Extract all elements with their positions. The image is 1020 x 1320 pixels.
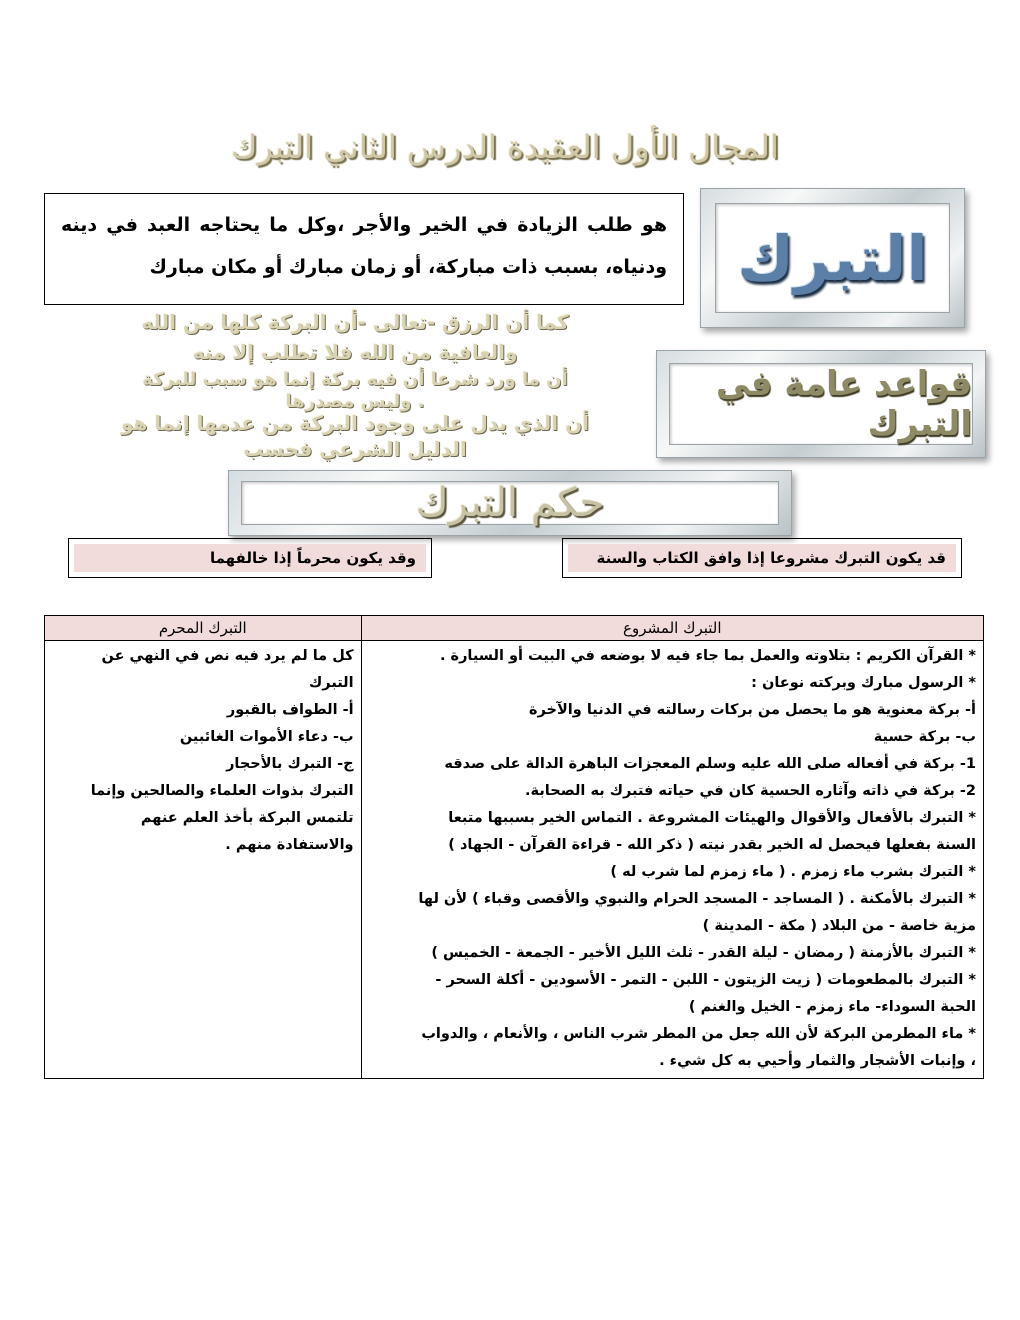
lawful-line: * القرآن الكريم : بتلاوته والعمل بما جاء فيه لا بوضعه في البيت أو السيارة . — [439, 648, 976, 664]
lawful-line: الحبة السوداء- ماء زمزم - الخيل والغنم ) — [688, 999, 976, 1015]
forbidden-line: التبرك — [309, 675, 354, 691]
lawful-line: * ماء المطرمن البركة لأن الله جعل من المطر شرب الناس ، والأنعام ، والدواب — [421, 1026, 976, 1042]
ruling-lawful-box — [562, 538, 962, 578]
lawful-line: * التبرك بالأمكنة . ( المساجد - المسجد الحرام والنبوي والأقصى وقباء ) لأن لها — [418, 891, 976, 907]
tabarruk-badge — [700, 188, 965, 328]
header-forbidden: التبرك المحرم — [45, 616, 362, 641]
forbidden-cell — [45, 641, 362, 1079]
lawful-line: ب- بركة حسية — [873, 729, 976, 745]
definition-box: هو طلب الزيادة في الخير والأجر ،وكل ما يحتاجه العبد في دينه ودنياه، بسبب ذات مباركة، أو زمان مبارك أو مكان مبارك — [44, 193, 684, 305]
embossed-line-3: أن ما ورد شرعا أن فيه بركة إنما هو سبب للبركة — [142, 369, 568, 390]
forbidden-line: كل ما لم يرد فيه نص في النهي عن — [101, 648, 354, 664]
lawful-line: أ- بركة معنوية هو ما يحصل من بركات رسالته في الدنيا والآخرة — [528, 702, 976, 718]
hukm-heading: حكم التبرك — [415, 480, 605, 526]
forbidden-line: ب- دعاء الأموات الغائبين — [179, 729, 354, 745]
lawful-line: 1- بركة في أفعاله صلى الله عليه وسلم المعجزات الباهرة الدالة على صدقه — [444, 756, 976, 772]
hukm-heading-inner — [241, 481, 779, 525]
embossed-line-1: كما أن الرزق -تعالى -أن البركة كلها من الله — [141, 310, 569, 334]
tabarruk-badge-inner — [715, 203, 950, 313]
tabarruk-table — [44, 615, 984, 1079]
forbidden-line: ج- التبرك بالأحجار — [226, 756, 354, 772]
ruling-forbidden-text: وقد يكون محرماً إذا خالفهما — [74, 544, 426, 572]
forbidden-line: تلتمس البركة بأخذ العلم عنهم — [140, 810, 354, 826]
lawful-line: * التبرك بشرب ماء زمزم . ( ماء زمزم لما شرب له ) — [610, 864, 976, 880]
lawful-line: مزية خاصة - من البلاد ( مكة - المدينة ) — [702, 918, 976, 934]
table-row — [45, 641, 984, 1079]
embossed-line-6: الدليل الشرعي فحسب — [243, 437, 467, 461]
lawful-line: * الرسول مبارك وبركته نوعان : — [751, 675, 976, 691]
ruling-forbidden-box — [68, 538, 432, 578]
page-title: المجال الأول العقيدة الدرس الثاني التبرك — [231, 128, 779, 166]
rules-heading-inner — [669, 363, 973, 445]
lawful-line: * التبرك بالأزمنة ( رمضان - ليلة القدر - ثلث الليل الأخير - الجمعة - الخميس ) — [431, 945, 976, 961]
tabarruk-badge-text: التبرك — [737, 221, 928, 295]
lawful-line: 2- بركة في ذاته وآثاره الحسية كان في حياته فتبرك به الصحابة. — [525, 783, 976, 799]
lawful-cell — [361, 641, 983, 1079]
rules-heading-frame — [656, 350, 986, 458]
lawful-line: * التبرك بالأفعال والأقوال والهيئات المشروعة . التماس الخير بسببها متبعا — [448, 810, 976, 826]
forbidden-line: والاستفادة منهم . — [225, 837, 354, 853]
lawful-line: السنة بفعلها فيحصل له الخير بقدر نيته ( ذكر الله - قراءة القرآن - الجهاد ) — [448, 837, 976, 853]
ruling-lawful-text: قد يكون التبرك مشروعا إذا وافق الكتاب والسنة — [568, 544, 956, 572]
header-lawful: التبرك المشروع — [361, 616, 983, 641]
forbidden-line: أ- الطواف بالقبور — [226, 702, 354, 718]
embossed-line-4: . وليس مصدرها — [285, 391, 425, 412]
lawful-line: ، وإنبات الأشجار والثمار وأحيي به كل شيء . — [659, 1053, 976, 1069]
table-header-row — [45, 616, 984, 641]
embossed-line-5: أن الذي يدل على وجود البركة من عدمها إنما هو — [120, 411, 590, 435]
hukm-heading-frame — [228, 470, 792, 536]
forbidden-line: التبرك بذوات العلماء والصالحين وإنما — [90, 783, 354, 799]
rules-heading: قواعد عامة في التبرك — [715, 364, 972, 444]
embossed-line-2: والعافية من الله فلا تطلب إلا منه — [192, 340, 518, 364]
lawful-line: * التبرك بالمطعومات ( زيت الزيتون - اللبن - التمر - الأسودين - أكلة السحر - — [435, 972, 976, 988]
